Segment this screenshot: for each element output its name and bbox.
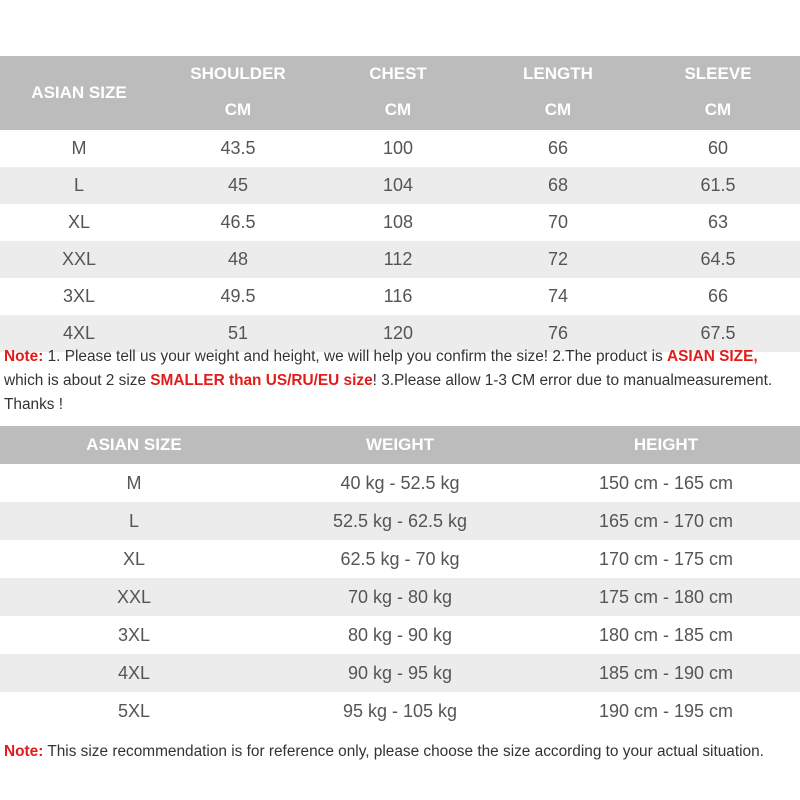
sleeve-cell: 66	[707, 286, 729, 306]
header-length	[478, 56, 638, 130]
note-text: ! 3.Please allow 1-3 CM error due to manualmeasurement. Thanks !	[4, 372, 773, 413]
table-row	[0, 278, 800, 315]
height-cell: 185 cm - 190 cm	[598, 662, 734, 683]
size-cell: 5XL	[117, 700, 151, 721]
weight-cell: 70 kg - 80 kg	[347, 586, 453, 607]
size-cell: XXL	[116, 586, 152, 607]
size-cell: 3XL	[62, 286, 96, 306]
header-weight: WEIGHT	[366, 435, 434, 454]
chest-cell: 104	[382, 175, 414, 195]
header-asian-size: ASIAN SIZE	[31, 83, 127, 102]
header-label: SHOULDER	[190, 64, 286, 83]
note-label: Note:	[4, 348, 44, 365]
header-label: CHEST	[369, 64, 427, 83]
header-unit: CM	[224, 100, 252, 119]
table-row	[0, 241, 800, 278]
measurements-table-header	[0, 56, 800, 130]
size-cell: XL	[67, 212, 91, 232]
chest-cell: 116	[383, 286, 413, 306]
recommendation-table-header	[0, 426, 800, 464]
table-row	[0, 204, 800, 241]
header-shoulder	[158, 56, 318, 130]
length-cell: 68	[547, 175, 569, 195]
note-text: 1. Please tell us your weight and height, we will help you confirm the size! 2.The product is	[43, 348, 667, 365]
weight-cell: 95 kg - 105 kg	[342, 700, 458, 721]
note-highlight-smaller: SMALLER than US/RU/EU size	[150, 372, 373, 389]
weight-cell: 90 kg - 95 kg	[347, 662, 453, 683]
table-row	[0, 464, 800, 502]
size-cell: 3XL	[117, 624, 151, 645]
note-highlight-asian-size: ASIAN SIZE,	[666, 348, 758, 365]
size-cell: M	[71, 138, 87, 158]
height-cell: 175 cm - 180 cm	[598, 586, 734, 607]
size-cell: 4XL	[117, 662, 151, 683]
table-row	[0, 540, 800, 578]
shoulder-cell: 49.5	[220, 286, 256, 306]
header-chest	[318, 56, 478, 130]
length-cell: 72	[547, 249, 569, 269]
height-cell: 190 cm - 195 cm	[598, 700, 734, 721]
sleeve-cell: 63	[707, 212, 729, 232]
chest-cell: 112	[383, 249, 413, 269]
header-height: HEIGHT	[633, 435, 699, 454]
table-row	[0, 130, 800, 167]
sleeve-cell: 67.5	[700, 323, 736, 343]
table-row	[0, 578, 800, 616]
length-cell: 76	[547, 323, 569, 343]
table-row	[0, 654, 800, 692]
weight-cell: 80 kg - 90 kg	[347, 624, 453, 645]
size-cell: XXL	[61, 249, 97, 269]
sleeve-cell: 60	[707, 138, 729, 158]
header-label: SLEEVE	[684, 64, 752, 83]
size-cell: L	[128, 510, 139, 531]
note-text: This size recommendation is for reference only, please choose the size according to your actual situation.	[43, 743, 764, 760]
chest-cell: 100	[382, 138, 414, 158]
shoulder-cell: 48	[227, 249, 249, 269]
size-cell: M	[126, 472, 142, 493]
length-cell: 74	[547, 286, 569, 306]
chest-cell: 120	[382, 323, 414, 343]
height-cell: 165 cm - 170 cm	[598, 510, 734, 531]
weight-cell: 52.5 kg - 62.5 kg	[332, 510, 468, 531]
shoulder-cell: 45	[227, 175, 249, 195]
height-cell: 150 cm - 165 cm	[598, 472, 734, 493]
measurements-table	[0, 56, 800, 352]
table-row	[0, 167, 800, 204]
recommendation-table	[0, 426, 800, 730]
header-unit: CM	[544, 100, 572, 119]
header-unit: CM	[704, 100, 732, 119]
table-row	[0, 502, 800, 540]
shoulder-cell: 43.5	[220, 138, 256, 158]
length-cell: 70	[547, 212, 569, 232]
sleeve-cell: 64.5	[700, 249, 736, 269]
weight-cell: 40 kg - 52.5 kg	[340, 472, 460, 493]
size-cell: 4XL	[62, 323, 96, 343]
shoulder-cell: 51	[227, 323, 249, 343]
height-cell: 170 cm - 175 cm	[598, 548, 734, 569]
table-row	[0, 616, 800, 654]
header-label: LENGTH	[523, 64, 593, 83]
size-cell: L	[73, 175, 84, 195]
header-asian-size: ASIAN SIZE	[86, 435, 182, 454]
note-label: Note:	[4, 743, 44, 760]
weight-cell: 62.5 kg - 70 kg	[340, 548, 460, 569]
size-note	[4, 345, 798, 417]
length-cell: 66	[547, 138, 569, 158]
header-unit: CM	[384, 100, 412, 119]
sleeve-cell: 61.5	[700, 175, 736, 195]
header-sleeve	[638, 56, 798, 130]
note-text: which is about 2 size	[4, 372, 151, 389]
chest-cell: 108	[382, 212, 414, 232]
reference-note	[4, 740, 794, 764]
table-row	[0, 692, 800, 730]
shoulder-cell: 46.5	[220, 212, 256, 232]
size-cell: XL	[122, 548, 146, 569]
height-cell: 180 cm - 185 cm	[598, 624, 734, 645]
